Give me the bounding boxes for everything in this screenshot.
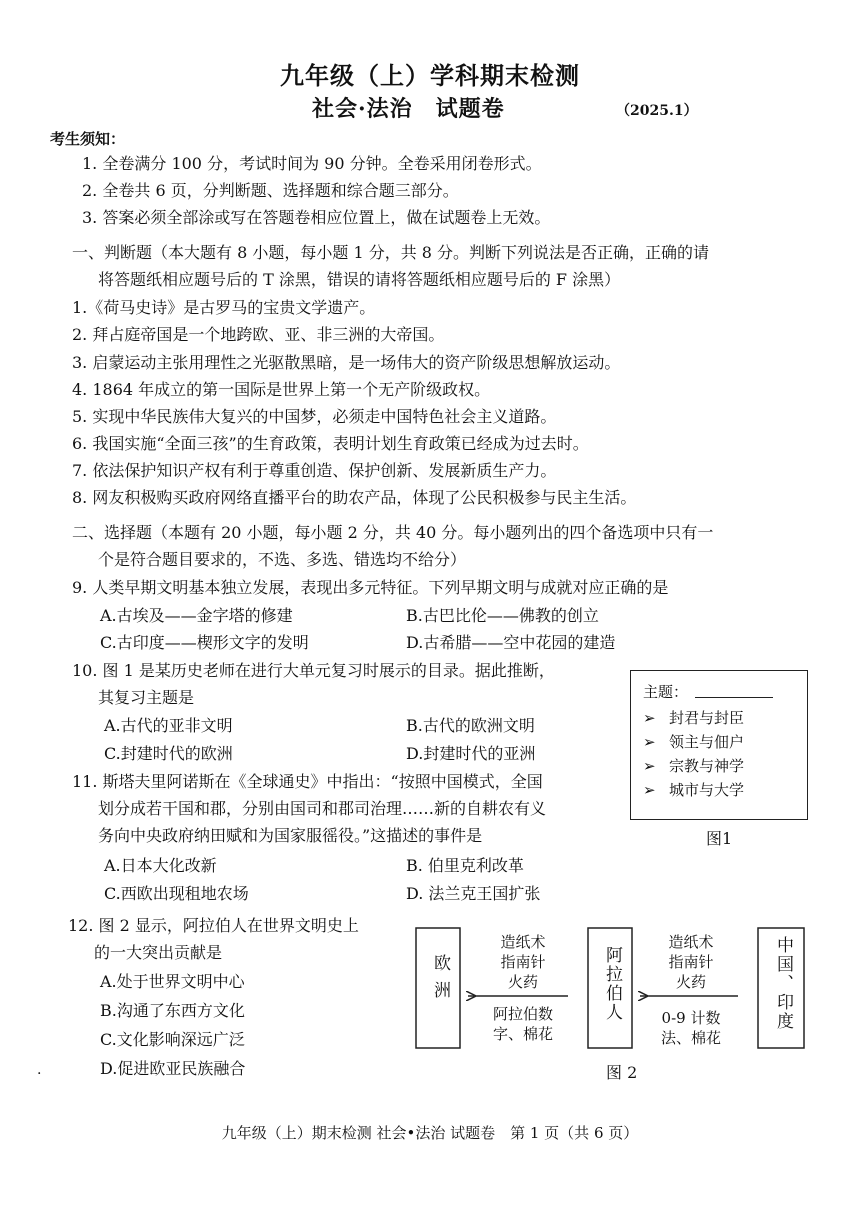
right-top-item: 火药 <box>675 973 706 991</box>
figure-1-item-label: 封君与封臣 <box>669 709 745 727</box>
right-top-item: 造纸术 <box>668 933 714 951</box>
section1-heading-cont: 将答题纸相应题号后的 T 涂黑，错误的请将答题纸相应题号后的 F 涂黑） <box>98 270 621 289</box>
figure-1-item-label: 宗教与神学 <box>669 757 745 775</box>
q12-option-b: B.沟通了东西方文化 <box>100 1001 245 1020</box>
section2-heading: 二、选择题（本题有 20 小题，每小题 2 分，共 40 分。每小题列出的四个备选项中只有一 <box>72 523 714 542</box>
judge-question-3: 3. 启蒙运动主张用理性之光驱散黑暗，是一场伟大的资产阶级思想解放运动。 <box>72 353 621 372</box>
page-footer: 九年级（上）期末检测 社会•法治 试题卷 第 1 页（共 6 页） <box>221 1124 639 1142</box>
exam-subtitle: 社会·法治 试题卷 <box>312 96 505 122</box>
q12-option-c: C.文化影响深远广泛 <box>100 1030 245 1049</box>
right-top-item: 指南针 <box>668 953 714 971</box>
judge-question-6: 6. 我国实施“全面三孩”的生育政策，表明计划生育政策已经成为过去时。 <box>72 434 589 453</box>
q11-option-b: B. 伯里克利改革 <box>406 856 524 875</box>
question-11-stem-cont: 划分成若干国和郡，分别由国司和郡司治理……新的自耕农有义 <box>98 799 547 818</box>
q9-option-a: A.古埃及——金字塔的修建 <box>100 606 293 625</box>
arrow-bullet-icon: ➢ <box>643 733 656 751</box>
right-bottom-item: 法、棉花 <box>660 1029 721 1047</box>
arab-label: 阿拉伯人 <box>602 946 622 1022</box>
left-bottom-item: 字、棉花 <box>492 1025 553 1043</box>
question-11-stem-cont: 务向中央政府纳田赋和为国家服徭役。”这描述的事件是 <box>98 826 483 845</box>
question-9-stem: 9. 人类早期文明基本独立发展，表现出多元特征。下列早期文明与成就对应正确的是 <box>72 578 669 597</box>
right-bottom-item: 0-9 计数 <box>661 1009 721 1027</box>
left-top-item: 火药 <box>507 973 538 991</box>
left-top-item: 造纸术 <box>500 933 546 951</box>
question-11-stem: 11. 斯塔夫里阿诺斯在《全球通史》中指出：“按照中国模式，全国 <box>72 772 543 791</box>
judge-question-4: 4. 1864 年成立的第一国际是世界上第一个无产阶级政权。 <box>72 380 491 399</box>
figure-2-caption: 图 2 <box>606 1063 638 1082</box>
judge-question-2: 2. 拜占庭帝国是一个地跨欧、亚、非三洲的大帝国。 <box>72 325 445 344</box>
q12-option-d: D.促进欧亚民族融合 <box>100 1059 246 1078</box>
figure-1-caption: 图1 <box>706 829 733 848</box>
arrow-bullet-icon: ➢ <box>643 709 656 727</box>
q11-option-a: A.日本大化改新 <box>104 856 217 875</box>
judge-question-7: 7. 依法保护知识产权有利于尊重创造、保护创新、发展新质生产力。 <box>72 461 557 480</box>
exam-title: 九年级（上）学科期末检测 <box>280 61 580 90</box>
notice-item: 2. 全卷共 6 页，分判断题、选择题和综合题三部分。 <box>82 181 459 200</box>
q10-option-c: C.封建时代的欧洲 <box>104 744 233 763</box>
question-12-stem-cont: 的一大突出贡献是 <box>94 943 223 962</box>
q12-option-a: A.处于世界文明中心 <box>100 972 245 991</box>
judge-question-8: 8. 网友积极购买政府网络直播平台的助农产品，体现了公民积极参与民主生活。 <box>72 488 637 507</box>
q9-option-c: C.古印度——楔形文字的发明 <box>100 633 309 652</box>
q11-option-c: C.西欧出现租地农场 <box>104 884 249 903</box>
section1-heading: 一、判断题（本大题有 8 小题，每小题 1 分，共 8 分。判断下列说法是否正确，正确的请 <box>72 243 710 262</box>
figure-1-item-label: 领主与佃户 <box>669 733 745 751</box>
judge-question-1: 1.《荷马史诗》是古罗马的宝贵文学遗产。 <box>72 298 376 317</box>
stray-mark: . <box>37 1062 42 1078</box>
notice-item: 3. 答案必须全部涂或写在答题卷相应位置上，做在试题卷上无效。 <box>82 208 551 227</box>
arrow-bullet-icon: ➢ <box>643 757 656 775</box>
q10-option-d: D.封建时代的亚洲 <box>406 744 536 763</box>
question-12-stem: 12. 图 2 显示，阿拉伯人在世界文明史上 <box>68 916 359 935</box>
judge-question-5: 5. 实现中华民族伟大复兴的中国梦，必须走中国特色社会主义道路。 <box>72 407 557 426</box>
left-bottom-item: 阿拉伯数 <box>492 1005 553 1023</box>
notice-heading: 考生须知： <box>50 130 126 148</box>
question-10-stem: 10. 图 1 是某历史老师在进行大单元复习时展示的目录。据此推断， <box>72 661 555 680</box>
section2-heading-cont: 个是符合题目要求的，不选、多选、错选均不给分） <box>98 550 467 569</box>
arrow-bullet-icon: ➢ <box>643 781 656 799</box>
q9-option-d: D.古希腊——空中花园的建造 <box>406 633 616 652</box>
left-top-item: 指南针 <box>500 953 546 971</box>
q9-option-b: B.古巴比伦——佛教的创立 <box>406 606 599 625</box>
europe-label: 欧洲 <box>430 954 450 1008</box>
q11-option-d: D. 法兰克王国扩张 <box>406 884 541 903</box>
figure-1-subject-label: 主题： <box>643 683 689 701</box>
china-india-label: 中国、印度 <box>773 936 793 1031</box>
exam-date: （2025.1） <box>616 103 698 119</box>
question-10-stem-cont: 其复习主题是 <box>98 688 195 707</box>
figure-1-item-label: 城市与大学 <box>669 781 745 799</box>
q10-option-b: B.古代的欧洲文明 <box>406 716 535 735</box>
notice-item: 1. 全卷满分 100 分，考试时间为 90 分钟。全卷采用闭卷形式。 <box>82 154 542 173</box>
q10-option-a: A.古代的亚非文明 <box>104 716 233 735</box>
